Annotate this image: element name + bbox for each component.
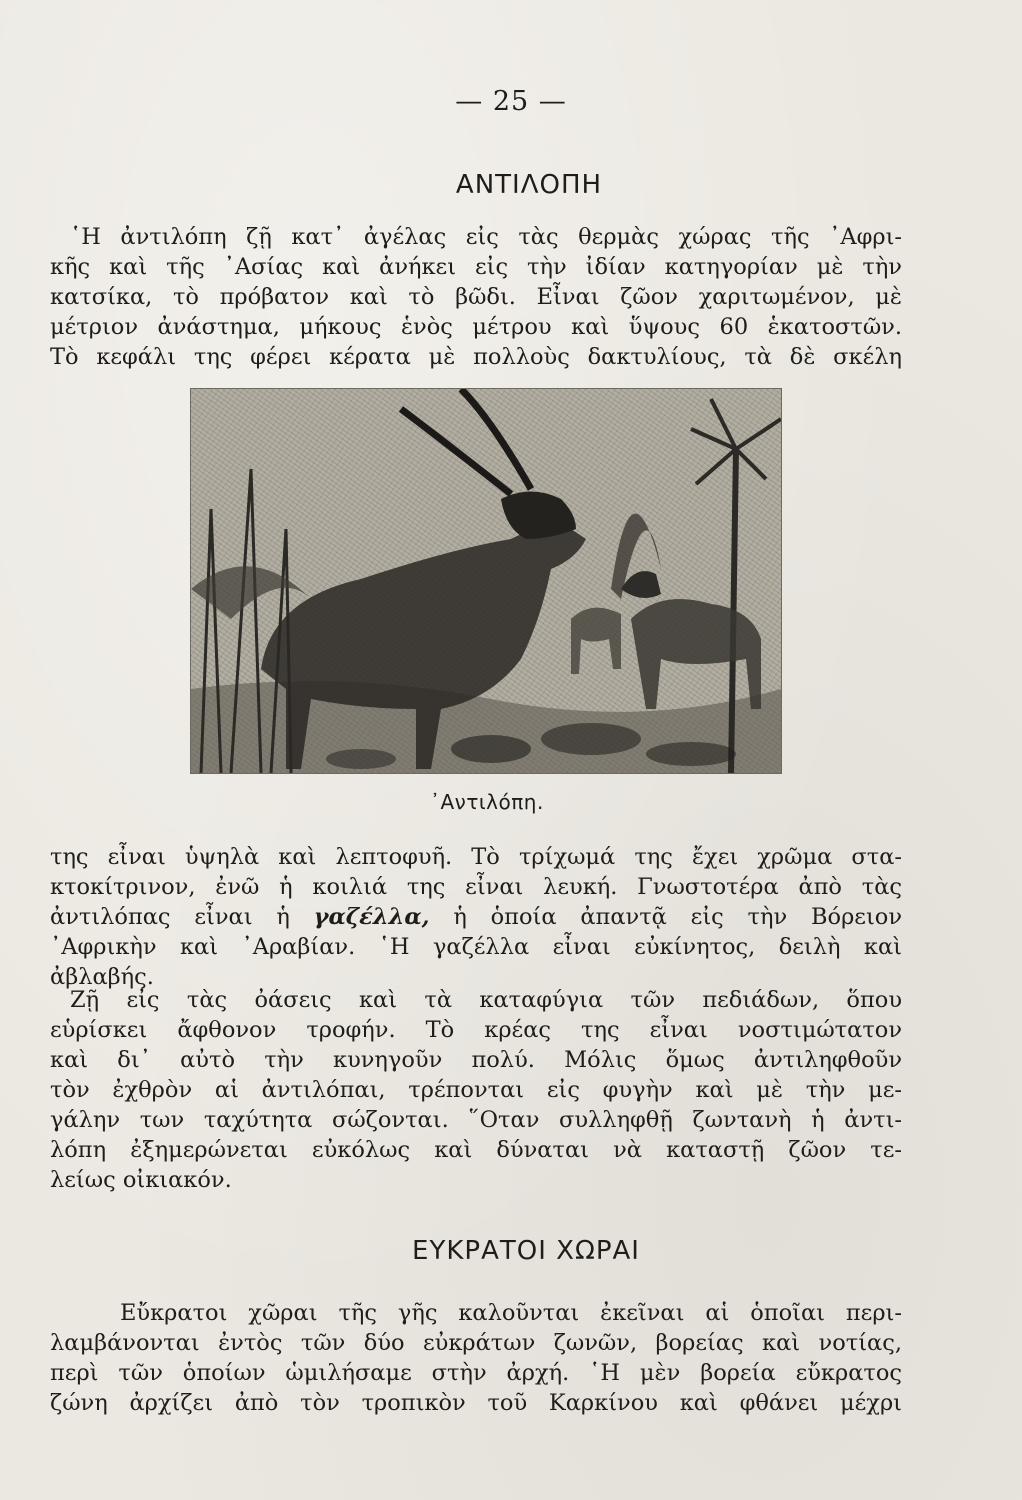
gazelle-term: γαζέλλα, (313, 904, 430, 930)
text-line: εὑρίσκει ἄφθονον τροφήν. Τὸ κρέας της εἶναι νοστιμώτατον (50, 1017, 902, 1043)
section-title-antelope: ΑΝΤΙΛΟΠΗ (455, 170, 603, 200)
text-line: τὸν ἐχθρὸν αἱ ἀντιλόπαι, τρέπονται εἰς φυγὴν καὶ μὲ τὴν με- (50, 1077, 902, 1103)
text-line: ζώνη ἀρχίζει ἀπὸ τὸν τροπικὸν τοῦ Καρκίνου καὶ φθάνει μέχρι (50, 1390, 902, 1416)
text-line: περὶ τῶν ὁποίων ὡμιλήσαμε στὴν ἀρχή. ῾Η μὲν βορεία εὔκρατος (50, 1360, 902, 1386)
text-line: της εἶναι ὑψηλὰ καὶ λεπτοφυῆ. Τὸ τρίχωμά της ἔχει χρῶμα στα- (50, 844, 902, 870)
antelope-illustration-icon (191, 389, 781, 773)
text-fragment: ἡ ὁποία ἀπαντᾷ εἰς τὴν Βόρειον (429, 904, 902, 930)
figure-caption: ᾽Αντιλόπη. (430, 790, 544, 814)
text-line: λαμβάνονται ἐντὸς τῶν δύο εὐκράτων ζωνῶν, βορείας καὶ νοτίας, (50, 1330, 902, 1356)
text-line: ῾Η ἀντιλόπη ζῇ κατ᾽ ἀγέλας εἰς τὰς θερμὰς χώρας τῆς ᾽Αφρι- (70, 224, 902, 250)
text-line: λείως οἰκιακόν. (50, 1167, 232, 1193)
text-line: γάλην των ταχύτητα σώζονται. ῞Οταν συλληφθῇ ζωντανὴ ἡ ἀντι- (50, 1107, 902, 1133)
section-title-temperate-lands: ΕΥΚΡΑΤΟΙ ΧΩΡΑΙ (412, 1236, 640, 1266)
text-line: κῆς καὶ τῆς ᾽Ασίας καὶ ἀνήκει εἰς τὴν ἰδίαν κατηγορίαν μὲ τὴν (50, 254, 902, 280)
text-line: καὶ δι᾽ αὐτὸ τὴν κυνηγοῦν πολύ. Μόλις ὅμως ἀντιληφθοῦν (50, 1047, 902, 1073)
text-line: λόπη ἐξημερώνεται εὐκόλως καὶ δύναται νὰ καταστῇ ζῶον τε- (50, 1137, 902, 1163)
text-line: Τὸ κεφάλι της φέρει κέρατα μὲ πολλοὺς δακτυλίους, τὰ δὲ σκέλη (50, 344, 902, 370)
text-fragment: ἀντιλόπας εἶναι ἡ (50, 904, 314, 930)
text-line: κτοκίτρινον, ἐνῶ ἡ κοιλιά της εἶναι λευκή. Γνωστοτέρα ἀπὸ τὰς (50, 874, 902, 900)
text-line: ἀβλαβής. (50, 964, 154, 990)
antelope-engraving (190, 388, 782, 774)
text-line-gazelle (50, 902, 902, 932)
text-line: μέτριον ἀνάστημα, μήκους ἑνὸς μέτρου καὶ ὕψους 60 ἑκατοστῶν. (50, 314, 902, 340)
text-line: Ζῇ εἰς τὰς ὀάσεις καὶ τὰ καταφύγια τῶν πεδιάδων, ὅπου (70, 987, 902, 1013)
text-line: ᾽Αφρικὴν καὶ ᾽Αραβίαν. ῾Η γαζέλλα εἶναι εὐκίνητος, δειλὴ καὶ (50, 934, 902, 960)
text-line: Εὔκρατοι χῶραι τῆς γῆς καλοῦνται ἐκεῖναι αἱ ὁποῖαι περι- (120, 1300, 902, 1326)
text-line: κατσίκα, τὸ πρόβατον καὶ τὸ βῶδι. Εἶναι ζῶον χαριτωμένον, μὲ (50, 284, 902, 310)
page-number: — 25 — (455, 86, 567, 117)
